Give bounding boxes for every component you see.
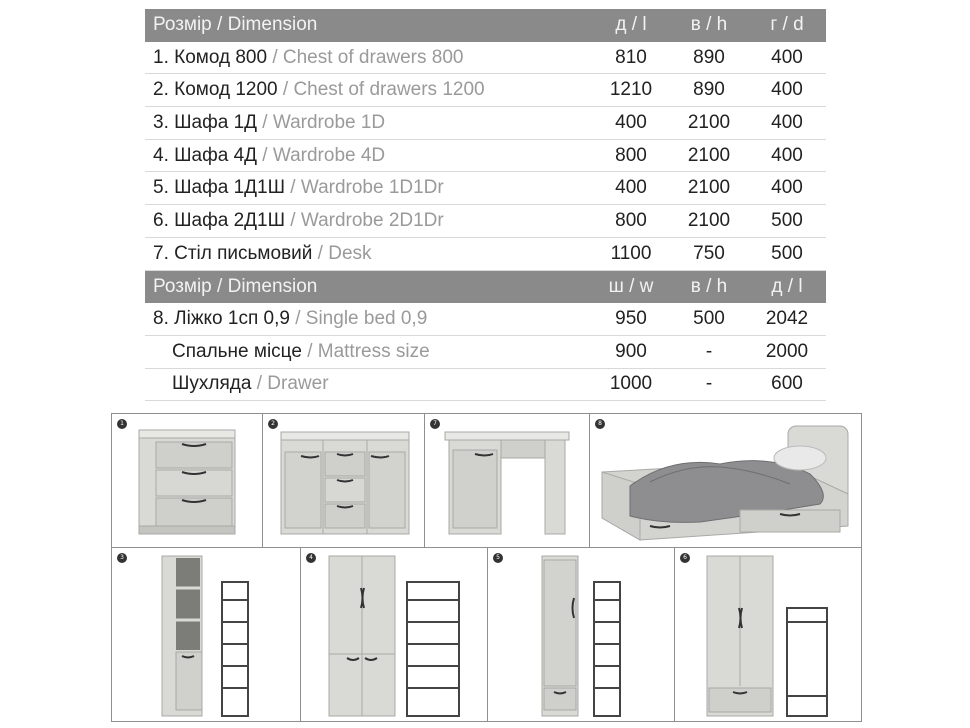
table-row [145,336,826,369]
item-name-en: / Chest of drawers 1200 [277,79,485,101]
cell-length: 600 [771,373,803,395]
table-row [145,172,826,205]
cell-length: 400 [615,177,647,199]
table-row [145,238,826,271]
item-name: 2. Комод 1200 [153,79,278,101]
cell-height: - [705,340,713,362]
product-panel-wardrobe-4d [300,547,488,722]
cell-height: 2100 [687,144,731,166]
item-name: 3. Шафа 1Д [153,111,258,133]
cell-height: 2100 [687,177,731,199]
wardrobe-4d-illustration [301,548,488,722]
panel-number-badge: 1 [117,419,127,429]
dimensions-table [145,9,826,401]
header-title-en: / Dimension [217,275,318,297]
item-name-en: / Chest of drawers 800 [267,46,464,68]
cell-height: 890 [693,46,725,68]
item-name: 8. Ліжко 1сп 0,9 [153,308,290,330]
cell-width: 900 [615,340,647,362]
chest-1200-illustration [263,414,425,548]
cell-length: 400 [615,111,647,133]
cell-length: 1100 [610,242,652,264]
cell-depth: 400 [771,79,803,101]
item-name: 1. Комод 800 [153,46,268,68]
product-panel-chest-800 [111,413,263,548]
cell-width: 950 [615,308,647,330]
table-row [145,140,826,173]
item-name-en: / Wardrobe 1D1Dr [285,177,444,199]
wardrobe-2d1dr-illustration [675,548,862,722]
product-panel-wardrobe-2d1dr [674,547,862,722]
panel-number-badge: 4 [306,553,316,563]
table-row [145,369,826,402]
cell-height: 750 [693,242,725,264]
table-row [145,107,826,140]
header-title: Розмір [153,275,212,297]
item-name-en: / Wardrobe 4D [257,144,386,166]
cell-length: 810 [615,46,647,68]
product-panel-wardrobe-1d [111,547,301,722]
item-name: Шухляда [172,373,252,395]
product-panel-chest-1200 [262,413,425,548]
header-title: Розмір [153,14,212,36]
cell-length: 2000 [765,340,809,362]
cell-height: 890 [693,79,725,101]
item-name: 6. Шафа 2Д1Ш [153,209,285,231]
product-panel-bed [589,413,862,548]
item-name-en: / Single bed 0,9 [289,308,428,330]
cell-depth: 500 [771,209,803,231]
item-name-en: / Wardrobe 1D [257,111,386,133]
cell-length: 800 [615,209,647,231]
panel-number-badge: 3 [117,553,127,563]
panel-number-badge: 8 [595,419,605,429]
bed-illustration [590,414,862,548]
cell-depth: 400 [771,111,803,133]
cell-height: 500 [693,308,725,330]
panel-number-badge: 5 [493,553,503,563]
header-col-depth: г / d [770,14,804,36]
item-name-en: / Mattress size [301,340,430,362]
item-name-en: / Wardrobe 2D1Dr [285,209,444,231]
header-col-length: д / l [615,14,647,36]
header-col-height: в / h [690,14,728,36]
desk-illustration [425,414,590,548]
cell-depth: 400 [771,46,803,68]
wardrobe-1d1dr-illustration [488,548,675,722]
table-row [145,205,826,238]
table-row [145,74,826,107]
cell-height: - [705,373,713,395]
panel-number-badge: 6 [680,553,690,563]
product-panel-wardrobe-1d1dr [487,547,675,722]
cell-length: 1210 [609,79,653,101]
header-col-height: в / h [690,275,728,297]
item-name: Спальне місце [172,340,302,362]
header-col-length: д / l [771,275,803,297]
chest-800-illustration [112,414,263,548]
product-panel-desk [424,413,590,548]
cell-length: 2042 [765,308,809,330]
item-name-en: / Desk [312,242,372,264]
item-name-en: / Drawer [251,373,329,395]
table-row [145,42,826,75]
panel-number-badge: 2 [268,419,278,429]
cell-depth: 400 [771,144,803,166]
header-col-width: ш / w [608,275,654,297]
cell-depth: 500 [771,242,803,264]
table-row [145,303,826,336]
wardrobe-1d-illustration [112,548,301,722]
cell-height: 2100 [687,209,731,231]
panel-number-badge: 7 [430,419,440,429]
table-header [145,9,826,42]
cell-height: 2100 [687,111,731,133]
item-name: 5. Шафа 1Д1Ш [153,177,285,199]
cell-length: 800 [615,144,647,166]
table-header-bed [145,271,826,304]
cell-depth: 400 [771,177,803,199]
cell-width: 1000 [609,373,653,395]
item-name: 4. Шафа 4Д [153,144,258,166]
item-name: 7. Стіл письмовий [153,242,313,264]
header-title-en: / Dimension [217,14,318,36]
